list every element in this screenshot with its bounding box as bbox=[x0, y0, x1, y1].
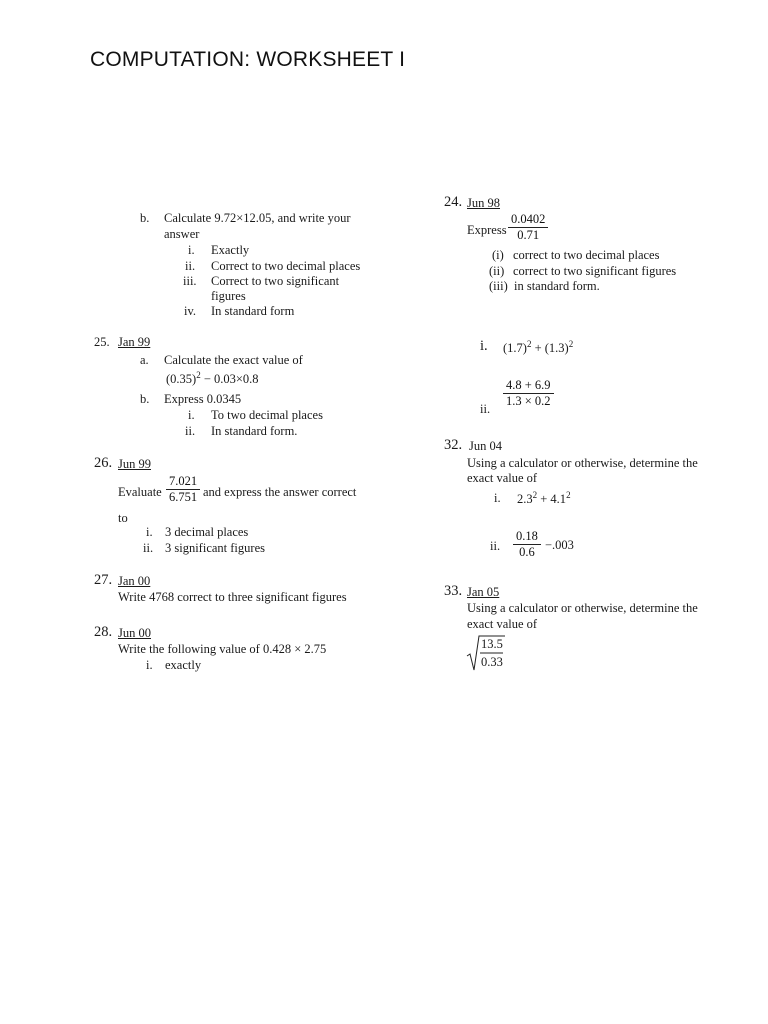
math-expression bbox=[166, 369, 259, 387]
fraction bbox=[166, 474, 200, 505]
math-expression bbox=[517, 489, 571, 507]
denominator: 0.6 bbox=[519, 545, 535, 559]
expr-base: (1.7) bbox=[503, 341, 527, 355]
item-text: correct to two decimal places bbox=[513, 248, 660, 262]
question-text: answer bbox=[164, 227, 200, 241]
item-text: To two decimal places bbox=[211, 408, 323, 422]
item-text: In standard form. bbox=[211, 424, 298, 438]
question-number: 25. bbox=[94, 335, 110, 349]
item-label: i. bbox=[146, 658, 153, 672]
item-label: i. bbox=[480, 338, 488, 354]
item-text: 3 decimal places bbox=[165, 525, 249, 539]
item-text: figures bbox=[211, 289, 246, 303]
question-letter: b. bbox=[140, 211, 150, 225]
item-label: i. bbox=[188, 243, 195, 257]
denominator: 0.33 bbox=[481, 655, 503, 669]
question-text: and express the answer correct bbox=[203, 485, 357, 499]
item-text: exactly bbox=[165, 658, 202, 672]
question-date: Jan 00 bbox=[118, 574, 151, 588]
question-date: Jun 99 bbox=[118, 457, 151, 471]
square-root bbox=[467, 634, 507, 672]
expr-rest: − 0.03×0.8 bbox=[200, 372, 259, 386]
expr-rest: + 4.1 bbox=[537, 492, 567, 506]
question-letter: a. bbox=[140, 353, 149, 367]
item-label: iv. bbox=[184, 304, 197, 318]
question-text: Using a calculator or otherwise, determine the bbox=[467, 456, 698, 470]
question-text: to bbox=[118, 511, 128, 525]
item-text: in standard form. bbox=[514, 279, 600, 293]
numerator: 13.5 bbox=[481, 637, 503, 651]
fraction bbox=[503, 378, 554, 409]
item-text: Correct to two significant bbox=[211, 274, 340, 288]
math-expression bbox=[503, 338, 574, 356]
question-text: Using a calculator or otherwise, determine the bbox=[467, 601, 698, 615]
item-label: iii. bbox=[183, 274, 197, 288]
question-text: Write 4768 correct to three significant figures bbox=[118, 590, 347, 604]
expr-base: (0.35) bbox=[166, 372, 197, 386]
item-text: In standard form bbox=[211, 304, 295, 318]
item-label: (ii) bbox=[489, 264, 505, 278]
exponent: 2 bbox=[566, 489, 571, 500]
exponent: 2 bbox=[568, 338, 574, 349]
item-label: ii. bbox=[490, 539, 501, 553]
question-text: exact value of bbox=[467, 471, 538, 485]
question-number: 32. bbox=[444, 437, 463, 453]
exponent: 2 bbox=[532, 489, 538, 500]
fraction bbox=[513, 529, 541, 560]
item-label: (i) bbox=[492, 248, 504, 262]
question-date: Jan 99 bbox=[118, 335, 151, 349]
denominator: 6.751 bbox=[169, 490, 198, 504]
item-label: i. bbox=[188, 408, 195, 422]
expr-rest: + (1.3) bbox=[531, 341, 569, 355]
exponent: 2 bbox=[196, 369, 201, 380]
item-label: ii. bbox=[185, 424, 196, 438]
question-number: 26. bbox=[94, 455, 113, 471]
item-label: i. bbox=[146, 525, 153, 539]
question-text: Calculate the exact value of bbox=[164, 353, 303, 367]
question-text: Write the following value of 0.428 × 2.75 bbox=[118, 642, 327, 656]
item-text: correct to two significant figures bbox=[513, 264, 677, 278]
question-date: Jan 05 bbox=[467, 585, 500, 599]
question-letter: b. bbox=[140, 392, 150, 406]
item-label: (iii) bbox=[489, 279, 508, 293]
question-text: Express bbox=[467, 223, 507, 237]
question-number: 24. bbox=[444, 194, 463, 210]
question-text: exact value of bbox=[467, 617, 538, 631]
denominator: 1.3 × 0.2 bbox=[506, 394, 551, 408]
item-text: Exactly bbox=[211, 243, 250, 257]
numerator: 4.8 + 6.9 bbox=[503, 378, 554, 394]
item-label: ii. bbox=[480, 402, 491, 416]
numerator: 0.0402 bbox=[508, 212, 548, 228]
fraction bbox=[508, 212, 548, 243]
question-text: Express 0.0345 bbox=[164, 392, 242, 406]
question-text: Evaluate bbox=[118, 485, 162, 499]
page-title: COMPUTATION: WORKSHEET I bbox=[90, 48, 406, 71]
item-label: ii. bbox=[185, 259, 196, 273]
expr-base: 2.3 bbox=[517, 492, 533, 506]
item-text: Correct to two decimal places bbox=[211, 259, 361, 273]
question-date: Jun 00 bbox=[118, 626, 151, 640]
exponent: 2 bbox=[526, 338, 532, 349]
question-number: 28. bbox=[94, 624, 113, 640]
question-text: Calculate 9.72×12.05, and write your bbox=[164, 211, 351, 225]
item-label: ii. bbox=[143, 541, 154, 555]
numerator: 0.18 bbox=[513, 529, 541, 545]
numerator: 7.021 bbox=[166, 474, 200, 490]
math-expression: −.003 bbox=[545, 538, 574, 552]
question-date: Jun 98 bbox=[467, 196, 500, 210]
denominator: 0.71 bbox=[517, 228, 540, 242]
item-text: 3 significant figures bbox=[165, 541, 265, 555]
question-number: 27. bbox=[94, 572, 113, 588]
item-label: i. bbox=[494, 491, 501, 505]
question-date: Jun 04 bbox=[469, 439, 502, 453]
question-number: 33. bbox=[444, 583, 463, 599]
